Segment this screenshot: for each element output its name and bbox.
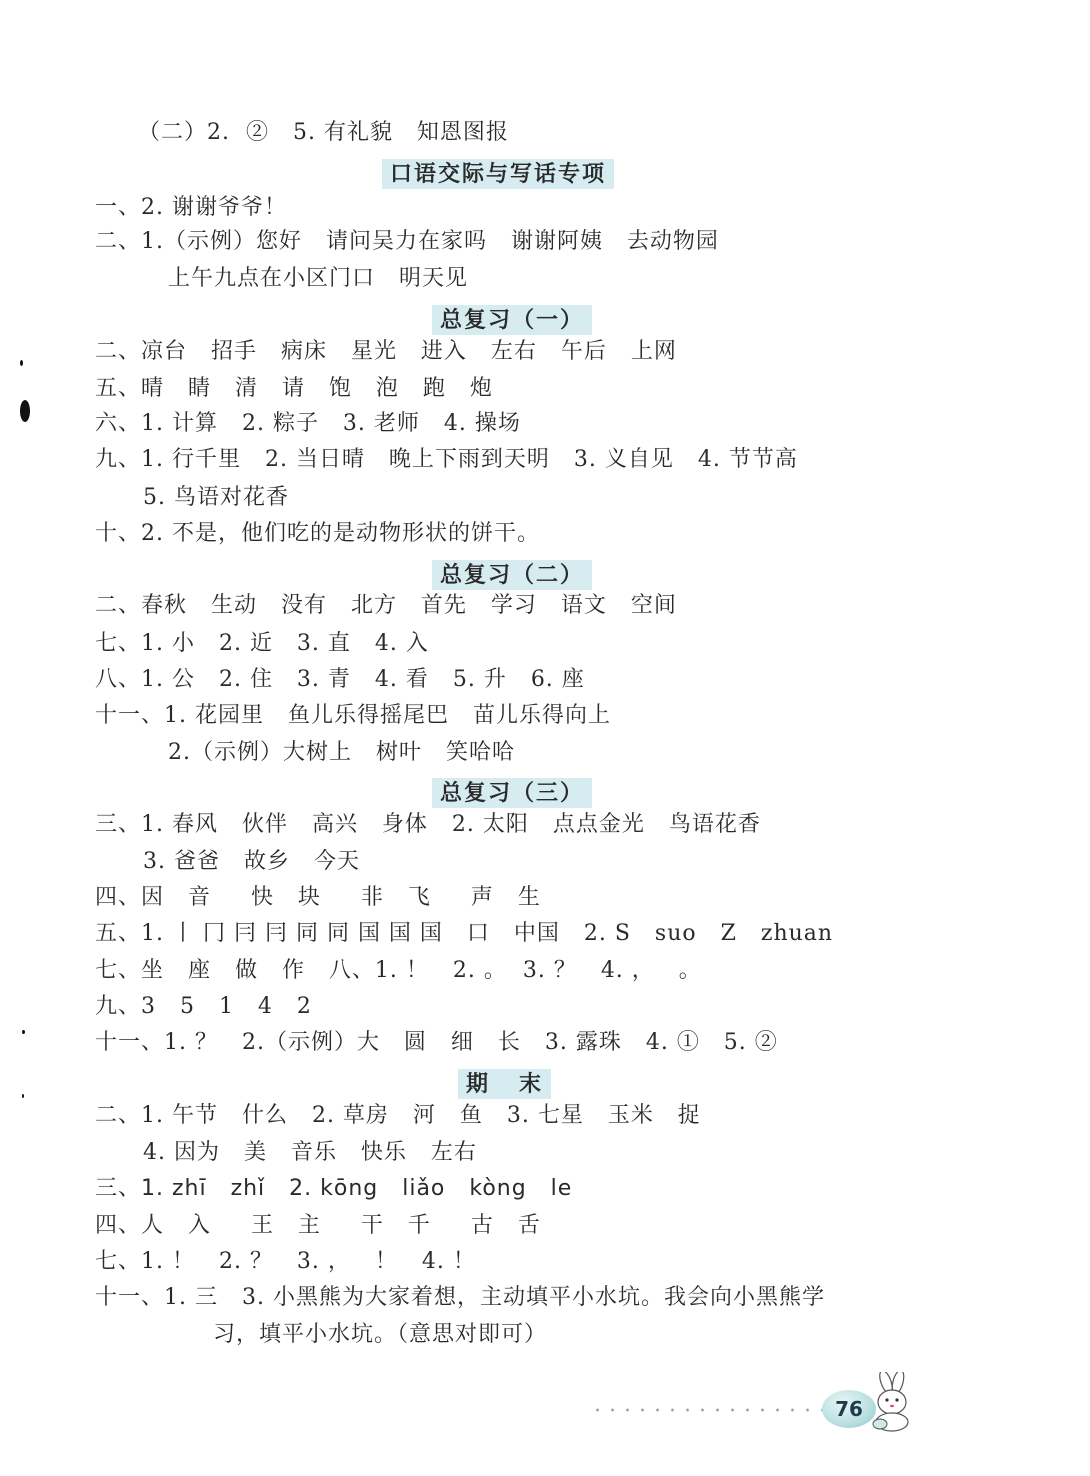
scan-speck <box>20 360 23 366</box>
answer-line: 九、1. 行千里 2. 当日晴 晚上下雨到天明 3. 义自见 4. 节节高 <box>95 447 798 472</box>
answer-line: （二）2. ② 5. 有礼貌 知恩图报 <box>138 120 509 145</box>
answer-line: 四、人 入 王 主 干 千 古 舌 <box>95 1213 541 1238</box>
answer-line: 七、坐 座 做 作 八、1. ！ 2. 。 3. ？ 4. ， 。 <box>95 958 702 983</box>
answer-line: 九、3 5 1 4 2 <box>95 994 312 1019</box>
answer-line: 二、1. 午节 什么 2. 草房 河 鱼 3. 七星 玉米 捉 <box>95 1103 701 1128</box>
answer-line: 四、因 音 快 块 非 飞 声 生 <box>95 885 541 910</box>
answer-line: 八、1. 公 2. 住 3. 青 4. 看 5. 升 6. 座 <box>95 667 585 692</box>
answer-line: 七、1. 小 2. 近 3. 直 4. 入 <box>95 631 429 656</box>
footer-dotted-line <box>590 1408 830 1412</box>
answer-line: 二、1.（示例）您好 请问吴力在家吗 谢谢阿姨 去动物园 <box>95 229 719 254</box>
rabbit-mascot-icon <box>860 1372 916 1432</box>
page-number: 76 <box>822 1390 876 1428</box>
answer-line: 十一、1. 三 3. 小黑熊为大家着想，主动填平小水坑。我会向小黑熊学 <box>95 1285 825 1310</box>
answer-line: 2.（示例）大树上 树叶 笑哈哈 <box>168 740 515 765</box>
section-title: 期 末 <box>458 1069 551 1099</box>
answer-line: 三、1. zhī zhǐ 2. kōng liǎo kòng le <box>95 1176 573 1201</box>
answer-line: 二、春秋 生动 没有 北方 首先 学习 语文 空间 <box>95 593 677 618</box>
answer-line: 十、2. 不是，他们吃的是动物形状的饼干。 <box>95 521 540 546</box>
answer-line: 七、1. ！ 2. ？ 3. ， ！ 4. ！ <box>95 1249 476 1274</box>
answer-line: 上午九点在小区门口 明天见 <box>168 266 468 291</box>
section-title: 总复习（二） <box>432 560 592 590</box>
answer-line: 3. 爸爸 故乡 今天 <box>143 849 360 874</box>
answer-line: 五、1. 丨 冂 冃 冃 同 同 国 国 国 口 中国 2. S suo Z zhuan <box>95 921 834 946</box>
answer-line: 十一、1. 花园里 鱼儿乐得摇尾巴 苗儿乐得向上 <box>95 703 611 728</box>
section-title: 口语交际与写话专项 <box>382 159 614 189</box>
scan-speck <box>20 400 30 422</box>
answer-line: 习，填平小水坑。（意思对即可） <box>213 1322 548 1347</box>
answer-line: 4. 因为 美 音乐 快乐 左右 <box>143 1140 477 1165</box>
section-title: 总复习（三） <box>432 778 592 808</box>
answer-line: 六、1. 计算 2. 粽子 3. 老师 4. 操场 <box>95 411 521 436</box>
answer-line: 二、凉台 招手 病床 星光 进入 左右 午后 上网 <box>95 339 677 364</box>
answer-line: 一、2. 谢谢爷爷！ <box>95 195 287 220</box>
scan-speck <box>22 1094 24 1098</box>
answer-line: 十一、1. ？ 2.（示例）大 圆 细 长 3. 露珠 4. ① 5. ② <box>95 1030 778 1055</box>
answer-line: 三、1. 春风 伙伴 高兴 身体 2. 太阳 点点金光 鸟语花香 <box>95 812 761 837</box>
answer-line: 五、晴 睛 清 请 饱 泡 跑 炮 <box>95 376 493 401</box>
section-title: 总复习（一） <box>432 305 592 335</box>
answer-line: 5. 鸟语对花香 <box>143 485 289 510</box>
scan-speck <box>22 1030 25 1034</box>
